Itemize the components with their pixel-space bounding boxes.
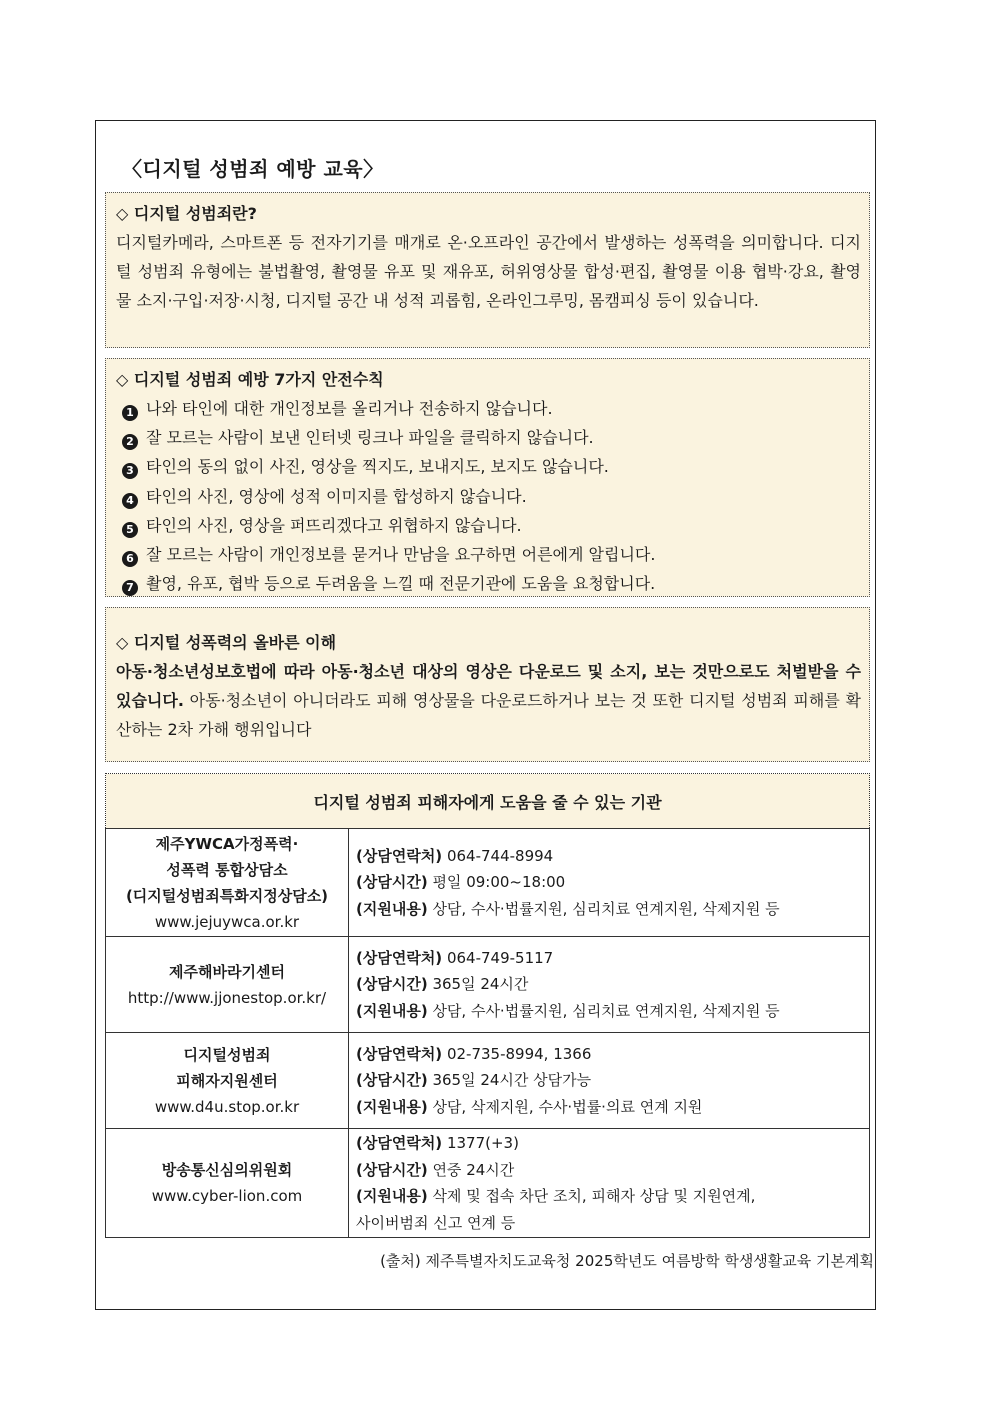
page-title: 〈디지털 성범죄 예방 교육〉 (122, 157, 384, 181)
body-text: 아동·청소년이 아니더라도 피해 영상물을 다운로드하거나 보는 것 또한 디지털 성범죄 피해를 확산하는 2차 가해 행위입니다 (116, 691, 861, 739)
support-organizations-table (105, 773, 870, 1238)
org-name: (디지털성범죄특화지정상담소) (125, 886, 329, 905)
table-row (106, 1033, 870, 1129)
org-info-cell (349, 1033, 870, 1129)
rule-text: 잘 모르는 사람이 보낸 인터넷 링크나 파일을 클릭하지 않습니다. (146, 428, 594, 448)
org-url[interactable]: www.d4u.stop.or.kr (154, 1097, 300, 1116)
section-heading: ◇ 디지털 성폭력의 올바른 이해 (116, 633, 337, 652)
support-value: 상담, 삭제지원, 수사·법률·의료 연계 지원 (427, 1097, 703, 1116)
org-info-cell (349, 829, 870, 937)
hours-value: 평일 09:00~18:00 (427, 873, 566, 892)
table-row (106, 829, 870, 937)
support-line (356, 1094, 868, 1121)
rule-item (116, 511, 861, 540)
contact-label: (상담연락처) (356, 846, 443, 865)
org-name: 피해자지원센터 (176, 1071, 278, 1090)
table-row (106, 937, 870, 1033)
org-name: 제주해바라기센터 (169, 962, 285, 981)
org-name-cell (106, 937, 349, 1033)
hours-value: 연중 24시간 (427, 1160, 515, 1179)
section-heading: ◇ 디지털 성범죄란? (116, 204, 257, 223)
rule-text: 잘 모르는 사람이 개인정보를 묻거나 만남을 요구하면 어른에게 알립니다. (146, 545, 656, 565)
table-header: 디지털 성범죄 피해자에게 도움을 줄 수 있는 기관 (106, 774, 870, 829)
number-badge: 2 (122, 434, 138, 450)
hours-label: (상담시간) (356, 1160, 428, 1179)
hours-value: 365일 24시간 (427, 975, 529, 994)
rule-item (116, 569, 861, 598)
support-line (356, 998, 868, 1025)
rule-text: 타인의 사진, 영상에 성적 이미지를 합성하지 않습니다. (146, 486, 527, 506)
number-badge: 1 (122, 405, 138, 421)
org-name: 디지털성범죄 (183, 1045, 271, 1064)
section-understanding (105, 607, 870, 762)
org-url[interactable]: www.jejuywca.or.kr (154, 912, 300, 931)
support-label: (지원내용) (356, 1187, 428, 1205)
org-name: 성폭력 통합상담소 (166, 860, 288, 879)
contact-value: 064-744-8994 (442, 846, 554, 865)
support-line (356, 1183, 868, 1210)
support-label: (지원내용) (356, 1097, 428, 1116)
section-heading: ◇ 디지털 성범죄 예방 7가지 안전수칙 (116, 370, 384, 389)
support-label: (지원내용) (356, 1001, 428, 1020)
contact-line (356, 945, 868, 972)
contact-value: 02-735-8994, 1366 (442, 1044, 592, 1063)
rule-item (116, 482, 861, 511)
org-name-cell (106, 1033, 349, 1129)
support-value: 상담, 수사·법률지원, 심리치료 연계지원, 삭제지원 등 (427, 899, 780, 918)
number-badge: 7 (122, 580, 138, 596)
hours-line (356, 1157, 868, 1184)
number-badge: 3 (122, 463, 138, 479)
section-definition (105, 192, 870, 348)
number-badge: 6 (122, 551, 138, 567)
rule-item (116, 540, 861, 569)
hours-line (356, 1067, 868, 1094)
emphasis-text: 아동·청소년성보호법에 따라 아동·청소년 대상의 영상은 다운로드 및 소지, 보는 것만으로도 처벌받을 수 있습니다. (116, 662, 861, 710)
org-info-cell (349, 1129, 870, 1238)
rule-item (116, 423, 861, 452)
contact-value: 064-749-5117 (442, 948, 554, 967)
source-note: (출처) 제주특별자치도교육청 2025학년도 여름방학 학생생활교육 기본계획 (380, 1252, 874, 1270)
org-url[interactable]: http://www.jjonestop.or.kr/ (127, 988, 327, 1007)
rule-text: 타인의 동의 없이 사진, 영상을 찍지도, 보내지도, 보지도 않습니다. (146, 457, 609, 477)
section-safety-rules (105, 358, 870, 597)
hours-label: (상담시간) (356, 1071, 428, 1090)
number-badge: 5 (122, 522, 138, 538)
contact-value: 1377(+3) (442, 1134, 519, 1152)
number-badge: 4 (122, 493, 138, 509)
section-body (116, 657, 861, 744)
support-label: (지원내용) (356, 899, 428, 918)
rule-item (116, 394, 861, 423)
org-name: 제주YWCA가정폭력· (155, 834, 299, 853)
contact-label: (상담연락처) (356, 1134, 443, 1152)
contact-label: (상담연락처) (356, 1044, 443, 1063)
rule-item (116, 452, 861, 481)
hours-line (356, 869, 868, 896)
hours-label: (상담시간) (356, 873, 428, 892)
contact-line (356, 1130, 868, 1157)
contact-label: (상담연락처) (356, 948, 443, 967)
support-value: 삭제 및 접속 차단 조치, 피해자 상담 및 지원연계, (427, 1187, 756, 1205)
contact-line (356, 1041, 868, 1068)
hours-value: 365일 24시간 상담가능 (427, 1071, 592, 1090)
hours-line (356, 971, 868, 998)
org-url[interactable]: www.cyber-lion.com (151, 1187, 303, 1205)
org-name: 방송통신심의위원회 (161, 1161, 293, 1179)
contact-line (356, 843, 868, 870)
support-line-continued: 사이버범죄 신고 연계 등 (356, 1213, 516, 1232)
rule-text: 촬영, 유포, 협박 등으로 두려움을 느낄 때 전문기관에 도움을 요청합니다. (146, 574, 656, 594)
table-row (106, 1129, 870, 1238)
org-name-cell (106, 1129, 349, 1238)
support-value: 상담, 수사·법률지원, 심리치료 연계지원, 삭제지원 등 (427, 1001, 780, 1020)
rule-text: 타인의 사진, 영상을 퍼뜨리겠다고 위협하지 않습니다. (146, 515, 522, 535)
rule-text: 나와 타인에 대한 개인정보를 올리거나 전송하지 않습니다. (146, 399, 553, 418)
org-name-cell (106, 829, 349, 937)
section-body: 디지털카메라, 스마트폰 등 전자기기를 매개로 온·오프라인 공간에서 발생하는 성폭력을 의미합니다. 디지털 성범죄 유형에는 불법촬영, 촬영물 유포 및 재유포, 허위영상물 합성·편집, 촬영물 이용 협박·강요, 촬영물 소지·구입·저장·시청, 디지털 공간 내 성적 괴롭힘, 온라인그루밍, 몸캠피싱 등이 있습니다. (116, 233, 861, 310)
hours-label: (상담시간) (356, 975, 428, 994)
support-line (356, 896, 868, 923)
org-info-cell (349, 937, 870, 1033)
